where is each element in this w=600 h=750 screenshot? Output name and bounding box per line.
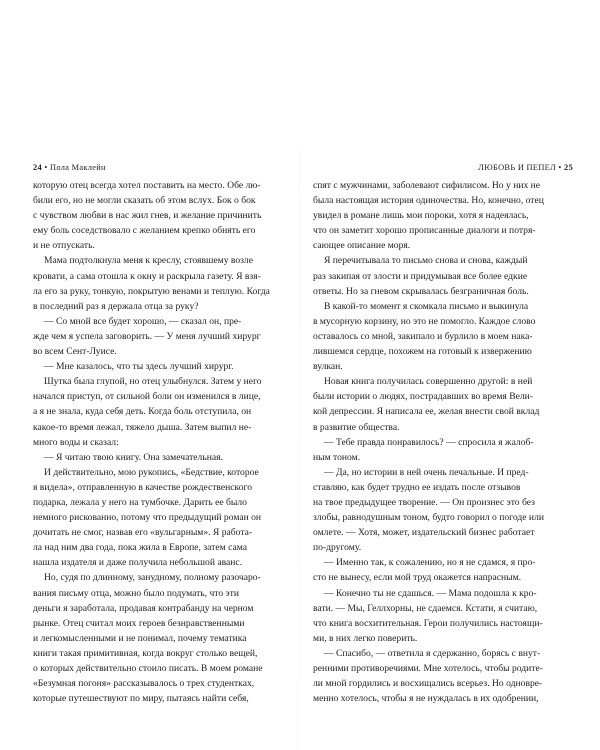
text-line: ми, в них легко поверить. xyxy=(313,632,418,644)
text-line: Я перечитывала то письмо снова и снова, каждый xyxy=(324,255,528,267)
text-line: кой депрессии. Я написала ее, желая внести свой вклад xyxy=(313,406,540,418)
text-line: — Да, но истории в ней очень печальные. И пред- xyxy=(324,466,529,478)
right-page-text xyxy=(313,178,573,706)
text-line: Шутка была глупой, но отец улыбнулся. Затем у него xyxy=(44,376,262,388)
text-line: ставляю, как будет трудно ее издать после отзывов xyxy=(313,481,521,493)
text-line: И действительно, мою рукопись, «Бедствие, которое xyxy=(44,466,259,478)
text-line: книги такая примитивная, когда вокруг столько вещей, xyxy=(33,647,258,659)
text-line: спят с мужчинами, заболевают сифилисом. Но у них не xyxy=(313,180,541,191)
book-title: ЛЮБОВЬ И ПЕПЕЛ xyxy=(478,163,556,172)
left-running-header xyxy=(33,162,285,178)
left-page xyxy=(33,162,285,706)
text-line: лившемся сердце, похожем на готовый к извержению xyxy=(313,346,532,358)
header-separator: • xyxy=(558,163,562,172)
header-separator: • xyxy=(44,163,48,172)
text-line: раз закипая от злости и придумывая все более едкие xyxy=(313,270,528,282)
right-page-number: 25 xyxy=(564,163,573,172)
text-line: и не отпускать. xyxy=(33,240,95,252)
left-page-number: 24 xyxy=(33,163,42,172)
text-line: били его, но не могли сказать об этом вслух. Бок о бок xyxy=(33,195,256,207)
text-line: я видела», отправленную в качестве рождественского xyxy=(33,481,253,493)
text-line: ла над ним два года, пока жила в Европе, затем сама xyxy=(33,542,247,554)
text-line: — Тебе правда понравилось? — спросила я жалоб- xyxy=(324,436,534,448)
text-line: ли мной гордились и восхищались всерьез. Но одновре- xyxy=(313,678,543,690)
text-line: с чувством любви в нас жил гнев, и желание причинить xyxy=(33,210,262,222)
text-line: — Спасибо, — ответила я сдержанно, борясь с внут- xyxy=(324,647,541,659)
text-line: вулкан. xyxy=(313,361,343,373)
text-line: была настоящая история одиночества. Но, конечно, отец xyxy=(313,195,544,207)
text-line: ным тоном. xyxy=(313,451,361,463)
text-line: которые путешествуют по миру, пытаясь найти себя, xyxy=(33,693,249,705)
text-line: Но, судя по длинному, занудному, полному разочаро- xyxy=(44,572,261,584)
text-line: — Мне казалось, что ты здесь лучший хирург. xyxy=(44,361,234,373)
right-page xyxy=(313,162,573,706)
text-line: кровати, а сама отошла к окну и раскрыла газету. Я взя- xyxy=(33,270,261,282)
text-line: омлете. — Хотя, может, издательский бизнес работает xyxy=(313,527,535,539)
text-line: а я не знала, куда себя деть. Когда боль отступила, он xyxy=(33,406,252,418)
text-line: ему боль соседствовало с желанием крепко обнять его xyxy=(33,225,256,237)
text-line: в последний раз я держала отца за руку? xyxy=(33,300,199,312)
text-line: Новая книга получилась совершенно другой: в ней xyxy=(324,376,533,388)
text-line: что он заметит хорошо прописанные диалоги и потря- xyxy=(313,225,536,237)
text-line: увидел в романе лишь мои пороки, хотя я надеялась, xyxy=(313,210,529,222)
text-line: — Я читаю твою книгу. Она замечательная. xyxy=(44,451,223,463)
text-line: которую отец всегда хотел поставить на место. Обе лю- xyxy=(33,180,261,191)
text-line: злобы, равнодушным тоном, будто говорил о погоде или xyxy=(313,512,544,524)
text-line: ла его за руку, тонкую, покрытую венами и теплую. Когда xyxy=(33,285,270,297)
right-running-header xyxy=(313,162,573,178)
text-line: на твое предыдущее творение. — Он произнес это без xyxy=(313,496,535,508)
text-line: Мама подтолкнула меня к креслу, стоявшему возле xyxy=(44,255,253,267)
text-line: в мусорную корзину, но это не помогло. Каждое слово xyxy=(313,315,536,327)
text-line: — Со мной все будет хорошо, — сказал он, пре- xyxy=(44,315,242,327)
text-line: начался приступ, от сильной боли он изменился в лице, xyxy=(33,391,261,403)
text-line: ответы. Но за гневом скрывалась безграничная боль. xyxy=(313,285,529,297)
text-line: — Именно так, к сожалению, но я не сдамся, я про- xyxy=(324,557,536,569)
author-name: Пола Маклейн xyxy=(50,163,106,172)
text-line: во всем Сент-Луисе. xyxy=(33,346,117,358)
text-line: по-другому. xyxy=(313,542,362,554)
text-line: сающее описание моря. xyxy=(313,240,411,252)
text-line: много воды и сказал: xyxy=(33,436,119,448)
text-line: нашла издателя и даже получила небольшой аванс. xyxy=(33,557,243,569)
text-line: ренними противоречиями. Мне хотелось, чтобы родите- xyxy=(313,663,543,674)
text-line: подарка, лежала у него на тумбочке. Дарить ее было xyxy=(33,496,247,508)
text-line: оставалось со мной, закипало и бурлило в моем нака- xyxy=(313,330,533,342)
text-line: в развитие общества. xyxy=(313,421,400,433)
text-line: и легкомысленными и не понимал, почему тематика xyxy=(33,632,247,644)
text-line: деньги я заработала, продавая контрабанду на черном xyxy=(33,602,254,614)
text-line: какое-то время лежал, тяжело дыша. Затем выпил не- xyxy=(33,421,252,433)
text-line: — Конечно ты не сдашься. — Мама подошла к кро- xyxy=(324,587,537,599)
text-line: вати. — Мы, Геллхорны, не сдаемся. Кстати, я считаю, xyxy=(313,602,538,614)
text-line: немного рискованно, потому что предыдущий роман он xyxy=(33,512,262,524)
text-line: о которых действительно стоило писать. В моем романе xyxy=(33,663,263,674)
text-line: «Безумная погоня» рассказывалось о трех студентках, xyxy=(33,678,255,690)
text-line: вания письму отца, можно было подумать, что эти xyxy=(33,587,239,599)
text-line: жде чем я успела заговорить. — У меня лучший хирург xyxy=(33,330,261,342)
text-line: менно хотелось, чтобы я не нуждалась в их одобрении, xyxy=(313,693,539,705)
page-fold xyxy=(299,150,300,750)
text-line: дочитать не смог, назвав его «вульгарным». Я работа- xyxy=(33,527,253,539)
text-line: сто не вынесу, если мой труд окажется напрасным. xyxy=(313,572,522,584)
text-line: В какой-то момент я скомкала письмо и выкинула xyxy=(324,300,529,312)
text-line: рынке. Отец считал моих героев безнравственными xyxy=(33,617,245,629)
text-line: что книга восхитительная. Герои получились настоящи- xyxy=(313,617,543,629)
text-line: были истории о людях, пострадавших во время Вели- xyxy=(313,391,533,403)
left-page-text xyxy=(33,178,285,706)
